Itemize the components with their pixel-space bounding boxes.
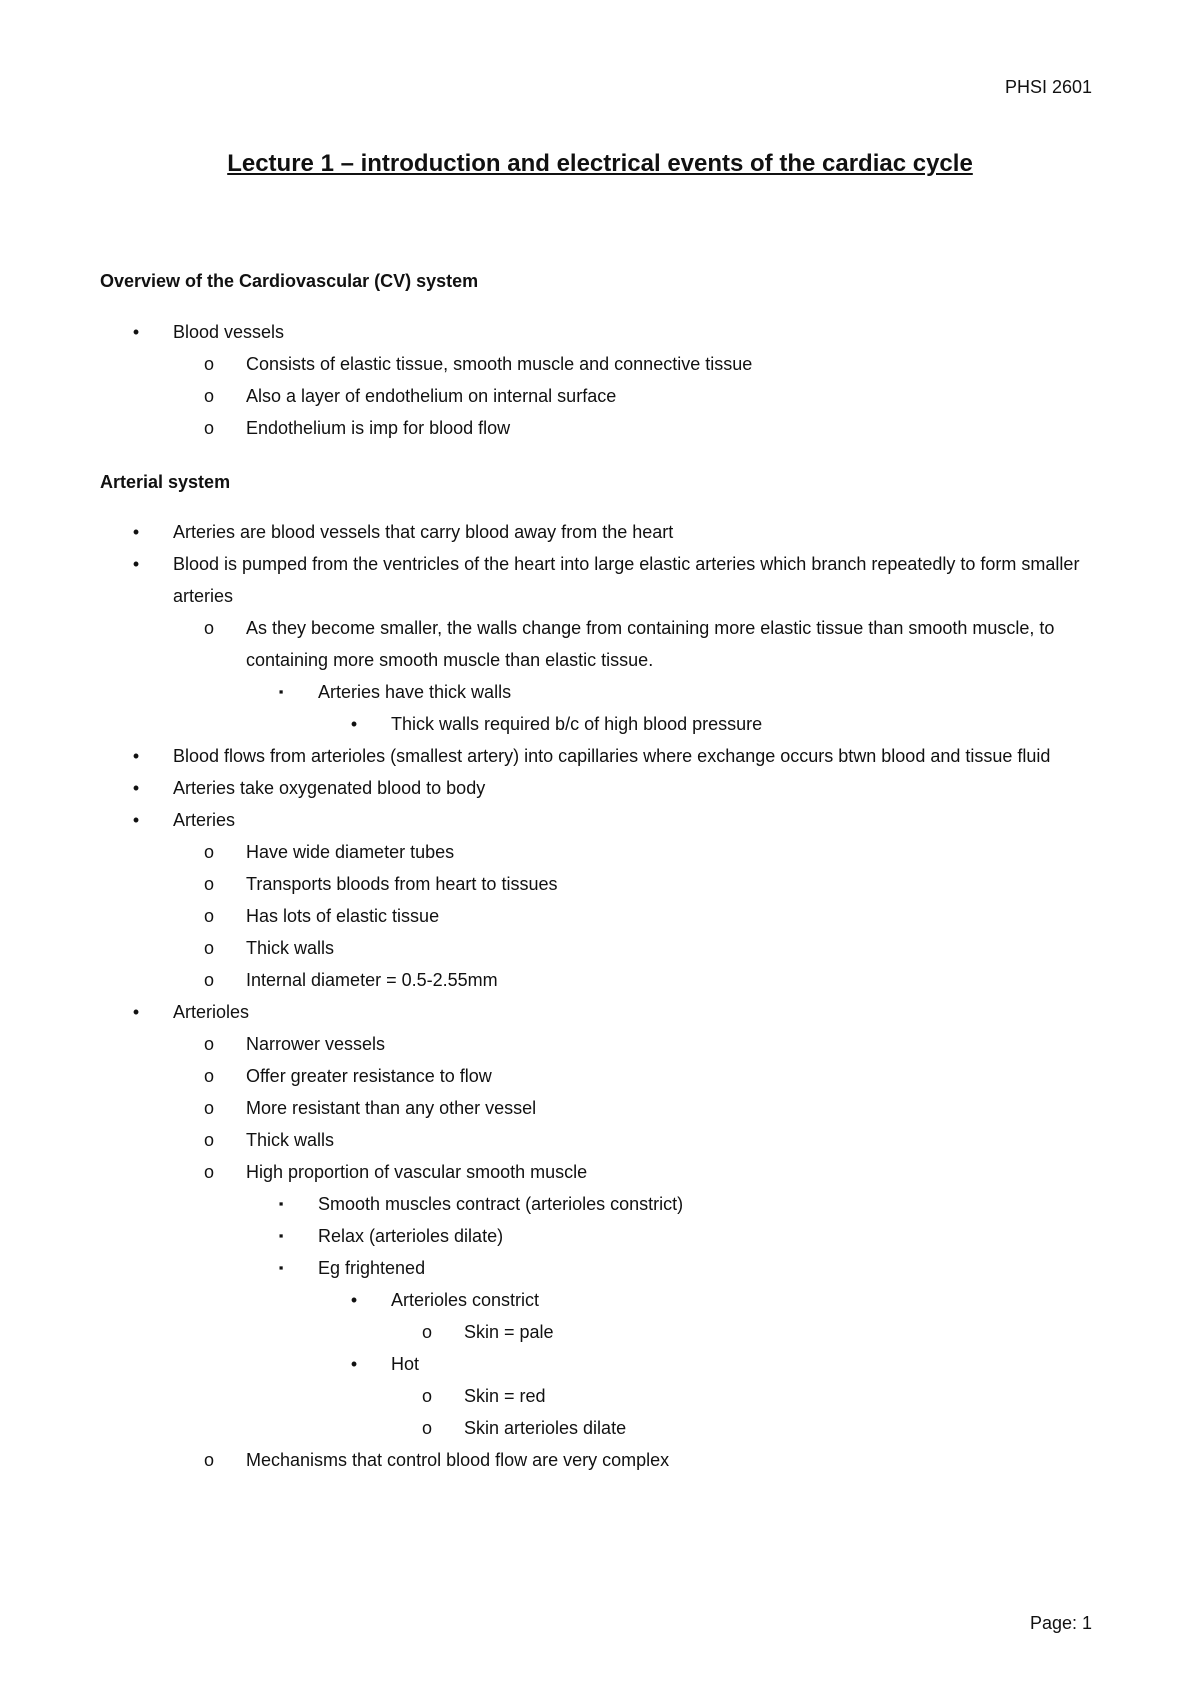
arterial-bullet-list <box>100 516 1100 1476</box>
list-item <box>100 900 1100 932</box>
bullet-marker: o <box>203 1162 214 1182</box>
list-item-text: Internal diameter = 0.5-2.55mm <box>246 970 498 990</box>
course-code: PHSI 2601 <box>1004 77 1092 97</box>
list-item-text: Also a layer of endothelium on internal surface <box>246 386 617 406</box>
list-item <box>100 380 1100 412</box>
bullet-marker: o <box>421 1418 432 1438</box>
list-item <box>100 964 1100 996</box>
page-title: Lecture 1 – introduction and electrical events of the cardiac cycle <box>227 150 973 177</box>
list-item-text: Have wide diameter tubes <box>246 842 455 862</box>
bullet-marker: o <box>203 1098 214 1118</box>
list-item <box>100 412 1100 444</box>
list-item-text: Hot <box>391 1354 420 1374</box>
bullet-marker: ▪ <box>278 1260 284 1275</box>
list-item <box>100 1124 1100 1156</box>
list-item-text: Blood flows from arterioles (smallest artery) into capillaries where exchange occurs btwn blood and tissue fluid <box>173 746 1051 766</box>
list-item <box>100 676 1100 708</box>
bullet-marker: • <box>132 810 140 830</box>
bullet-marker: • <box>132 778 140 798</box>
list-item <box>100 1380 1100 1412</box>
list-item <box>100 868 1100 900</box>
list-item-text: Thick walls <box>246 938 335 958</box>
section-heading-arterial: Arterial system <box>100 472 231 492</box>
bullet-marker: o <box>203 842 214 862</box>
list-item <box>100 1156 1100 1188</box>
overview-bullet-list <box>100 316 1100 444</box>
bullet-marker: o <box>203 874 214 894</box>
list-item-text: Skin = pale <box>464 1322 554 1342</box>
list-item-text: Arterioles constrict <box>391 1290 540 1310</box>
bullet-marker: o <box>203 970 214 990</box>
list-item-text: Narrower vessels <box>246 1034 386 1054</box>
list-item <box>100 1348 1100 1380</box>
bullet-marker: • <box>132 322 140 342</box>
list-item <box>100 804 1100 836</box>
list-item-text: High proportion of vascular smooth muscle <box>246 1162 588 1182</box>
list-item <box>100 516 1100 548</box>
list-item-text: Relax (arterioles dilate) <box>318 1226 504 1246</box>
list-item <box>100 1028 1100 1060</box>
list-item-text: Consists of elastic tissue, smooth muscle and connective tissue <box>246 354 753 374</box>
list-item-text: Arterioles <box>173 1002 250 1022</box>
section-heading-overview: Overview of the Cardiovascular (CV) system <box>100 271 479 291</box>
bullet-marker: • <box>350 1354 358 1374</box>
bullet-marker: o <box>203 386 214 406</box>
list-item <box>100 348 1100 380</box>
list-item-text: Smooth muscles contract (arterioles constrict) <box>318 1194 684 1214</box>
list-item-text: Blood is pumped from the ventricles of the heart into large elastic arteries which branch repeatedly to form smaller arteries <box>173 554 1080 606</box>
list-item-text: Thick walls <box>246 1130 335 1150</box>
list-item-text: Has lots of elastic tissue <box>246 906 440 926</box>
bullet-marker: o <box>203 1450 214 1470</box>
bullet-marker: o <box>421 1386 432 1406</box>
list-item <box>100 1060 1100 1092</box>
list-item-text: More resistant than any other vessel <box>246 1098 537 1118</box>
list-item <box>100 772 1100 804</box>
bullet-marker: o <box>203 618 214 638</box>
bullet-marker: ▪ <box>278 684 284 699</box>
bullet-marker: o <box>203 1066 214 1086</box>
bullet-marker: o <box>203 418 214 438</box>
bullet-marker: • <box>132 1002 140 1022</box>
bullet-marker: o <box>203 938 214 958</box>
list-item-text: Endothelium is imp for blood flow <box>246 418 511 438</box>
list-item <box>100 708 1100 740</box>
list-item <box>100 740 1100 772</box>
list-item <box>100 1316 1100 1348</box>
list-item <box>100 1252 1100 1284</box>
bullet-marker: • <box>350 1290 358 1310</box>
list-item-text: Transports bloods from heart to tissues <box>246 874 558 894</box>
bullet-marker: o <box>203 354 214 374</box>
list-item <box>100 612 1100 676</box>
list-item <box>100 316 1100 348</box>
list-item-text: Mechanisms that control blood flow are very complex <box>246 1450 670 1470</box>
bullet-marker: • <box>350 714 358 734</box>
list-item <box>100 996 1100 1028</box>
bullet-marker: ▪ <box>278 1228 284 1243</box>
list-item-text: Arteries have thick walls <box>318 682 512 702</box>
list-item-text: Arteries <box>173 810 236 830</box>
list-item <box>100 1412 1100 1444</box>
bullet-marker: • <box>132 522 140 542</box>
page-number: Page: 1 <box>1029 1613 1092 1633</box>
list-item-text: Thick walls required b/c of high blood pressure <box>391 714 763 734</box>
list-item <box>100 1284 1100 1316</box>
bullet-marker: o <box>203 1130 214 1150</box>
list-item <box>100 1444 1100 1476</box>
bullet-marker: • <box>132 746 140 766</box>
list-item-text: Blood vessels <box>173 322 285 342</box>
bullet-marker: o <box>203 906 214 926</box>
list-item-text: Eg frightened <box>318 1258 426 1278</box>
list-item-text: Arteries are blood vessels that carry blood away from the heart <box>173 522 674 542</box>
list-item-text: Arteries take oxygenated blood to body <box>173 778 486 798</box>
list-item <box>100 1188 1100 1220</box>
list-item-text: Skin arterioles dilate <box>464 1418 627 1438</box>
bullet-marker: o <box>421 1322 432 1342</box>
bullet-marker: • <box>132 554 140 574</box>
list-item-text: As they become smaller, the walls change from containing more elastic tissue than smooth muscle, to containing more smooth muscle than elastic tissue. <box>246 618 1055 670</box>
bullet-marker: o <box>203 1034 214 1054</box>
list-item <box>100 548 1100 612</box>
list-item <box>100 1092 1100 1124</box>
bullet-marker: ▪ <box>278 1196 284 1211</box>
list-item <box>100 836 1100 868</box>
list-item <box>100 1220 1100 1252</box>
list-item-text: Skin = red <box>464 1386 546 1406</box>
list-item <box>100 932 1100 964</box>
list-item-text: Offer greater resistance to flow <box>246 1066 492 1086</box>
